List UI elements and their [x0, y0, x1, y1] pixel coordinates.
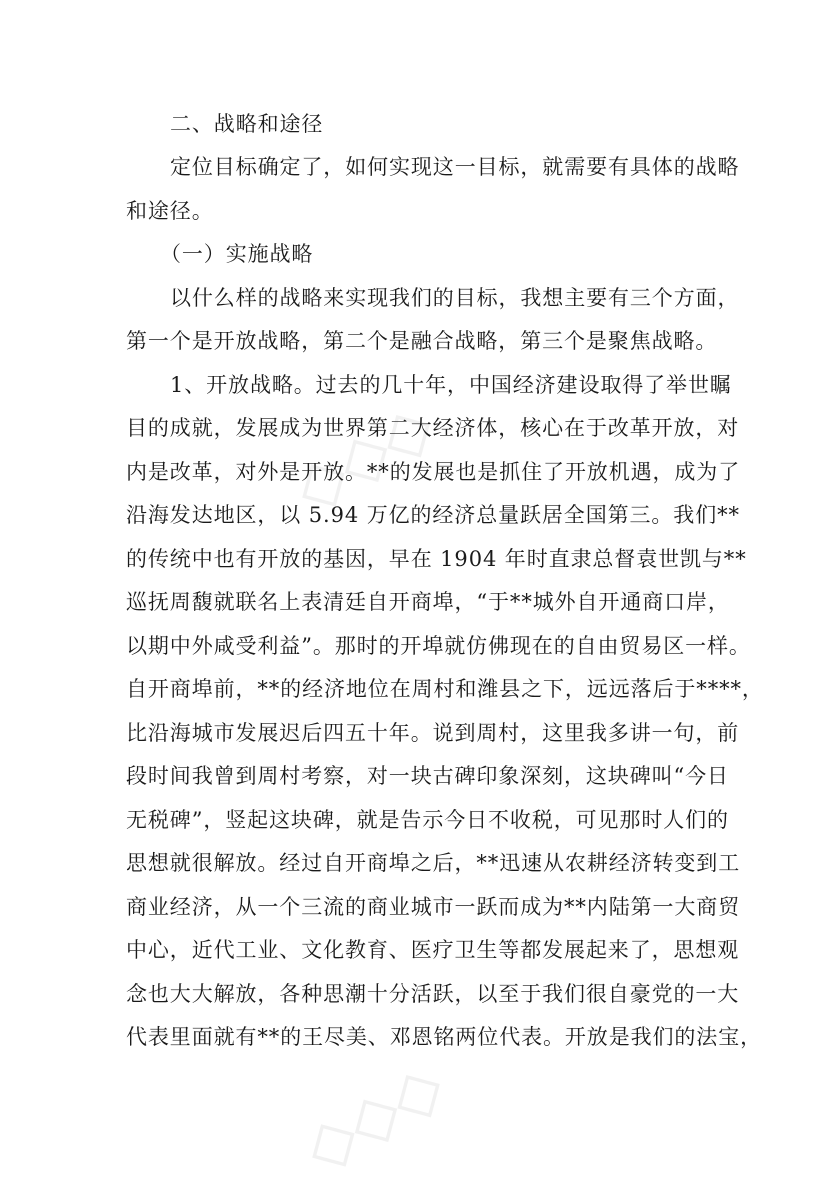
paragraph-line: 定位目标确定了，如何实现这一目标，就需要有具体的战略 — [170, 155, 740, 179]
paragraph-line: 1、开放战略。过去的几十年，中国经济建设取得了举世瞩 — [170, 373, 732, 397]
paragraph-line: 目的成就，发展成为世界第二大经济体，核心在于改革开放，对 — [126, 416, 740, 440]
section-heading: 二、战略和途径 — [170, 112, 324, 136]
paragraph-line: 商业经济，从一个三流的商业城市一跃而成为**内陆第一大商贸 — [126, 895, 741, 919]
watermark-mark: ◇◇◇ — [281, 388, 447, 526]
paragraph-line: 和途径。 — [126, 199, 214, 223]
paragraph-line: 思想就很解放。经过自开商埠之后，**迅速从农耕经济转变到工 — [126, 851, 741, 875]
paragraph-line: 自开商埠前，**的经济地位在周村和潍县之下，远远落后于****， — [126, 677, 764, 701]
paragraph-line: 内是改革，对外是开放。**的发展也是抓住了开放机遇，成为了 — [126, 460, 741, 484]
paragraph-line: 无税碑”，竖起这块碑，就是告示今日不收税，可见那时人们的 — [126, 808, 729, 832]
paragraph-line: 代表里面就有**的王尽美、邓恩铭两位代表。开放是我们的法宝， — [126, 1025, 762, 1049]
paragraph-line: 念也大大解放，各种思潮十分活跃，以至于我们很自豪党的一大 — [126, 982, 740, 1006]
paragraph-line: 中心，近代工业、文化教育、医疗卫生等都发展起来了，思想观 — [126, 938, 740, 962]
paragraph-line: 比沿海城市发展迟后四五十年。说到周村，这里我多讲一句，前 — [126, 721, 740, 745]
paragraph-line: 巡抚周馥就联名上表清廷自开商埠，“于**城外自开通商口岸， — [126, 590, 730, 614]
paragraph-line: 段时间我曾到周村考察，对一块古碑印象深刻，这块碑叫“今日 — [126, 764, 729, 788]
paragraph-line: 以什么样的战略来实现我们的目标，我想主要有三个方面， — [170, 286, 740, 310]
subsection-heading: （一）实施战略 — [160, 242, 314, 266]
paragraph-line: 沿海发达地区，以 5.94 万亿的经济总量跃居全国第三。我们** — [126, 503, 740, 527]
paragraph-line: 以期中外咸受利益”。那时的开埠就仿佛现在的自由贸易区一样。 — [126, 634, 751, 658]
paragraph-line: 第一个是开放战略，第二个是融合战略，第三个是聚焦战略。 — [126, 329, 718, 353]
paragraph-line: 的传统中也有开放的基因，早在 1904 年时直隶总督袁世凯与** — [126, 547, 747, 571]
watermark-mark: ◇◇◇ — [291, 1048, 457, 1186]
